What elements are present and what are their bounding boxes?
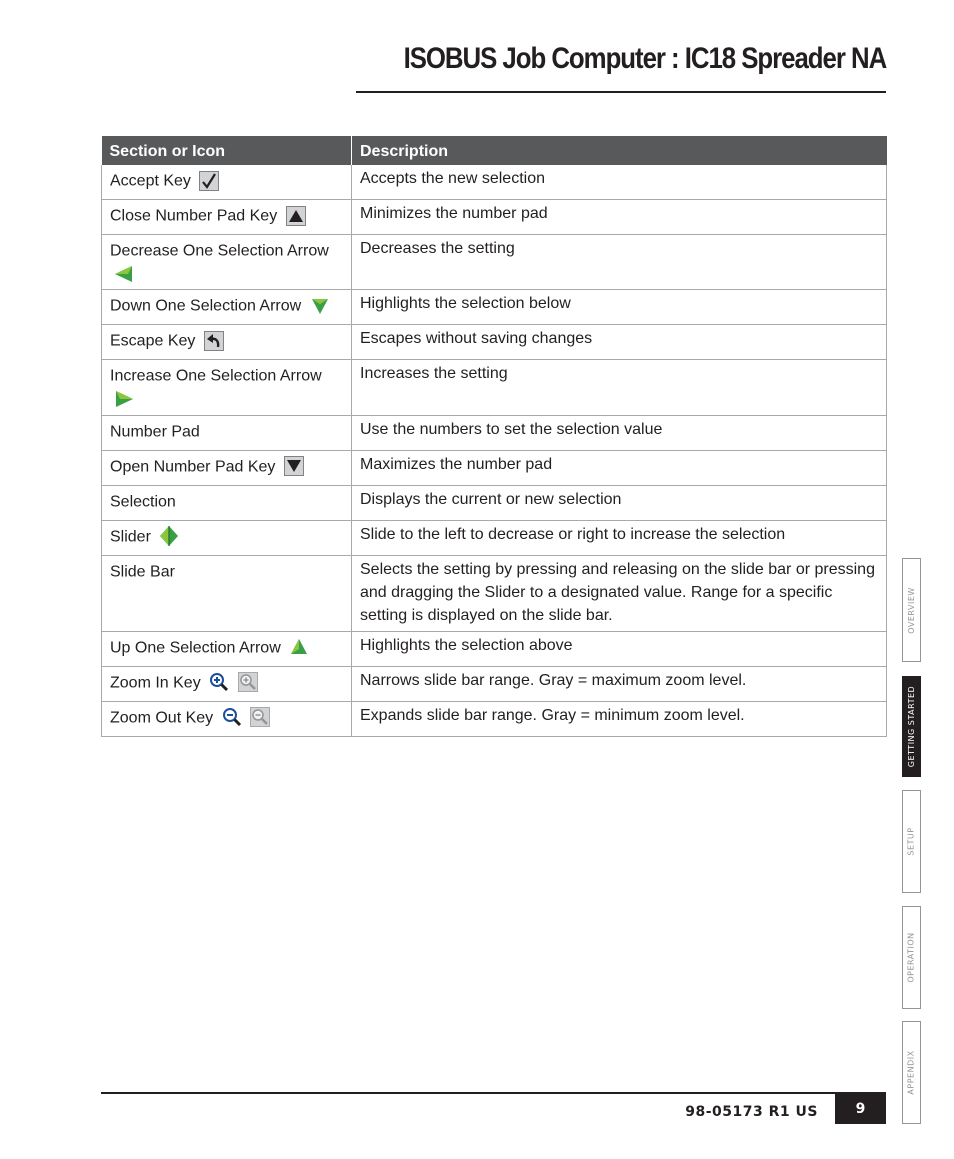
side-tab-label: OPERATION bbox=[907, 932, 917, 983]
checkmark-icon bbox=[199, 171, 219, 191]
table-row bbox=[102, 666, 887, 701]
row-label-cell bbox=[102, 520, 352, 555]
table-row bbox=[102, 360, 887, 415]
row-label-cell bbox=[102, 235, 352, 290]
row-description: Selects the setting by pressing and releasing on the slide bar or pressing and dragging the Slider to a designated value. Range for a specific setting is displayed on the slide bar. bbox=[352, 555, 887, 631]
green-right-arrow-icon bbox=[114, 389, 134, 409]
row-description: Highlights the selection above bbox=[352, 631, 887, 666]
side-tab-label: GETTING STARTED bbox=[907, 685, 916, 768]
row-label: Close Number Pad Key bbox=[110, 207, 278, 225]
triangle-down-black-icon bbox=[284, 456, 304, 476]
zoom-in-icon bbox=[209, 672, 229, 692]
table-row bbox=[102, 200, 887, 235]
row-label-cell bbox=[102, 290, 352, 325]
row-label: Down One Selection Arrow bbox=[110, 297, 302, 315]
row-description: Slide to the left to decrease or right to increase the selection bbox=[352, 520, 887, 555]
footer-divider bbox=[101, 1092, 886, 1094]
zoom-in-gray-icon bbox=[238, 672, 258, 692]
row-label: Up One Selection Arrow bbox=[110, 638, 281, 656]
row-description: Maximizes the number pad bbox=[352, 450, 887, 485]
side-tab-label: OVERVIEW bbox=[907, 586, 917, 634]
table-row bbox=[102, 701, 887, 736]
row-description: Increases the setting bbox=[352, 360, 887, 415]
row-label: Zoom Out Key bbox=[110, 708, 214, 726]
green-diamond-slider-icon bbox=[159, 526, 179, 546]
row-label-cell bbox=[102, 485, 352, 520]
icon-description-table bbox=[101, 136, 887, 737]
table-row bbox=[102, 290, 887, 325]
page-title: ISOBUS Job Computer : IC18 Spreader NA bbox=[403, 42, 886, 75]
row-label-cell bbox=[102, 165, 352, 200]
row-label-cell bbox=[102, 701, 352, 736]
side-tab-label: SETUP bbox=[907, 827, 917, 856]
table-row bbox=[102, 235, 887, 290]
row-description: Use the numbers to set the selection value bbox=[352, 415, 887, 450]
row-label: Accept Key bbox=[110, 172, 191, 190]
row-label: Increase One Selection Arrow bbox=[110, 367, 322, 385]
side-tab-operation[interactable] bbox=[902, 906, 921, 1009]
column-header-section: Section or Icon bbox=[102, 136, 352, 165]
row-label-cell bbox=[102, 415, 352, 450]
side-tab-label: APPENDIX bbox=[907, 1050, 917, 1095]
row-label: Decrease One Selection Arrow bbox=[110, 242, 329, 260]
row-label: Open Number Pad Key bbox=[110, 457, 276, 475]
table-row bbox=[102, 555, 887, 631]
row-label: Number Pad bbox=[110, 422, 200, 440]
table-row bbox=[102, 415, 887, 450]
table-row bbox=[102, 450, 887, 485]
row-label-cell bbox=[102, 200, 352, 235]
table-row bbox=[102, 325, 887, 360]
row-label: Escape Key bbox=[110, 332, 196, 350]
document-number: 98-05173 R1 US bbox=[685, 1104, 818, 1120]
row-label-cell bbox=[102, 450, 352, 485]
table-row bbox=[102, 520, 887, 555]
row-description: Displays the current or new selection bbox=[352, 485, 887, 520]
row-description: Decreases the setting bbox=[352, 235, 887, 290]
green-down-arrow-icon bbox=[310, 296, 330, 316]
row-label-cell bbox=[102, 360, 352, 415]
title-divider bbox=[356, 91, 886, 93]
side-tab-overview[interactable] bbox=[902, 558, 921, 662]
row-description: Minimizes the number pad bbox=[352, 200, 887, 235]
green-left-arrow-icon bbox=[114, 264, 134, 284]
row-description: Escapes without saving changes bbox=[352, 325, 887, 360]
row-description: Highlights the selection below bbox=[352, 290, 887, 325]
side-tab-getting-started[interactable] bbox=[902, 676, 921, 777]
page-number: 9 bbox=[835, 1094, 886, 1124]
row-description: Narrows slide bar range. Gray = maximum zoom level. bbox=[352, 666, 887, 701]
row-label-cell bbox=[102, 666, 352, 701]
zoom-out-icon bbox=[222, 707, 242, 727]
column-header-description: Description bbox=[352, 136, 887, 165]
table-row bbox=[102, 485, 887, 520]
table-header-row bbox=[102, 136, 887, 165]
row-label-cell bbox=[102, 325, 352, 360]
zoom-out-gray-icon bbox=[250, 707, 270, 727]
side-tab-setup[interactable] bbox=[902, 790, 921, 893]
row-label: Slide Bar bbox=[110, 562, 175, 580]
row-label: Zoom In Key bbox=[110, 673, 201, 691]
table-row bbox=[102, 165, 887, 200]
undo-arrow-icon bbox=[204, 331, 224, 351]
triangle-up-black-icon bbox=[286, 206, 306, 226]
table-row bbox=[102, 631, 887, 666]
row-description: Expands slide bar range. Gray = minimum zoom level. bbox=[352, 701, 887, 736]
row-label: Slider bbox=[110, 527, 151, 545]
green-up-arrow-icon bbox=[289, 637, 309, 657]
row-description: Accepts the new selection bbox=[352, 165, 887, 200]
side-tab-appendix[interactable] bbox=[902, 1021, 921, 1124]
row-label-cell bbox=[102, 631, 352, 666]
row-label: Selection bbox=[110, 492, 176, 510]
row-label-cell bbox=[102, 555, 352, 631]
